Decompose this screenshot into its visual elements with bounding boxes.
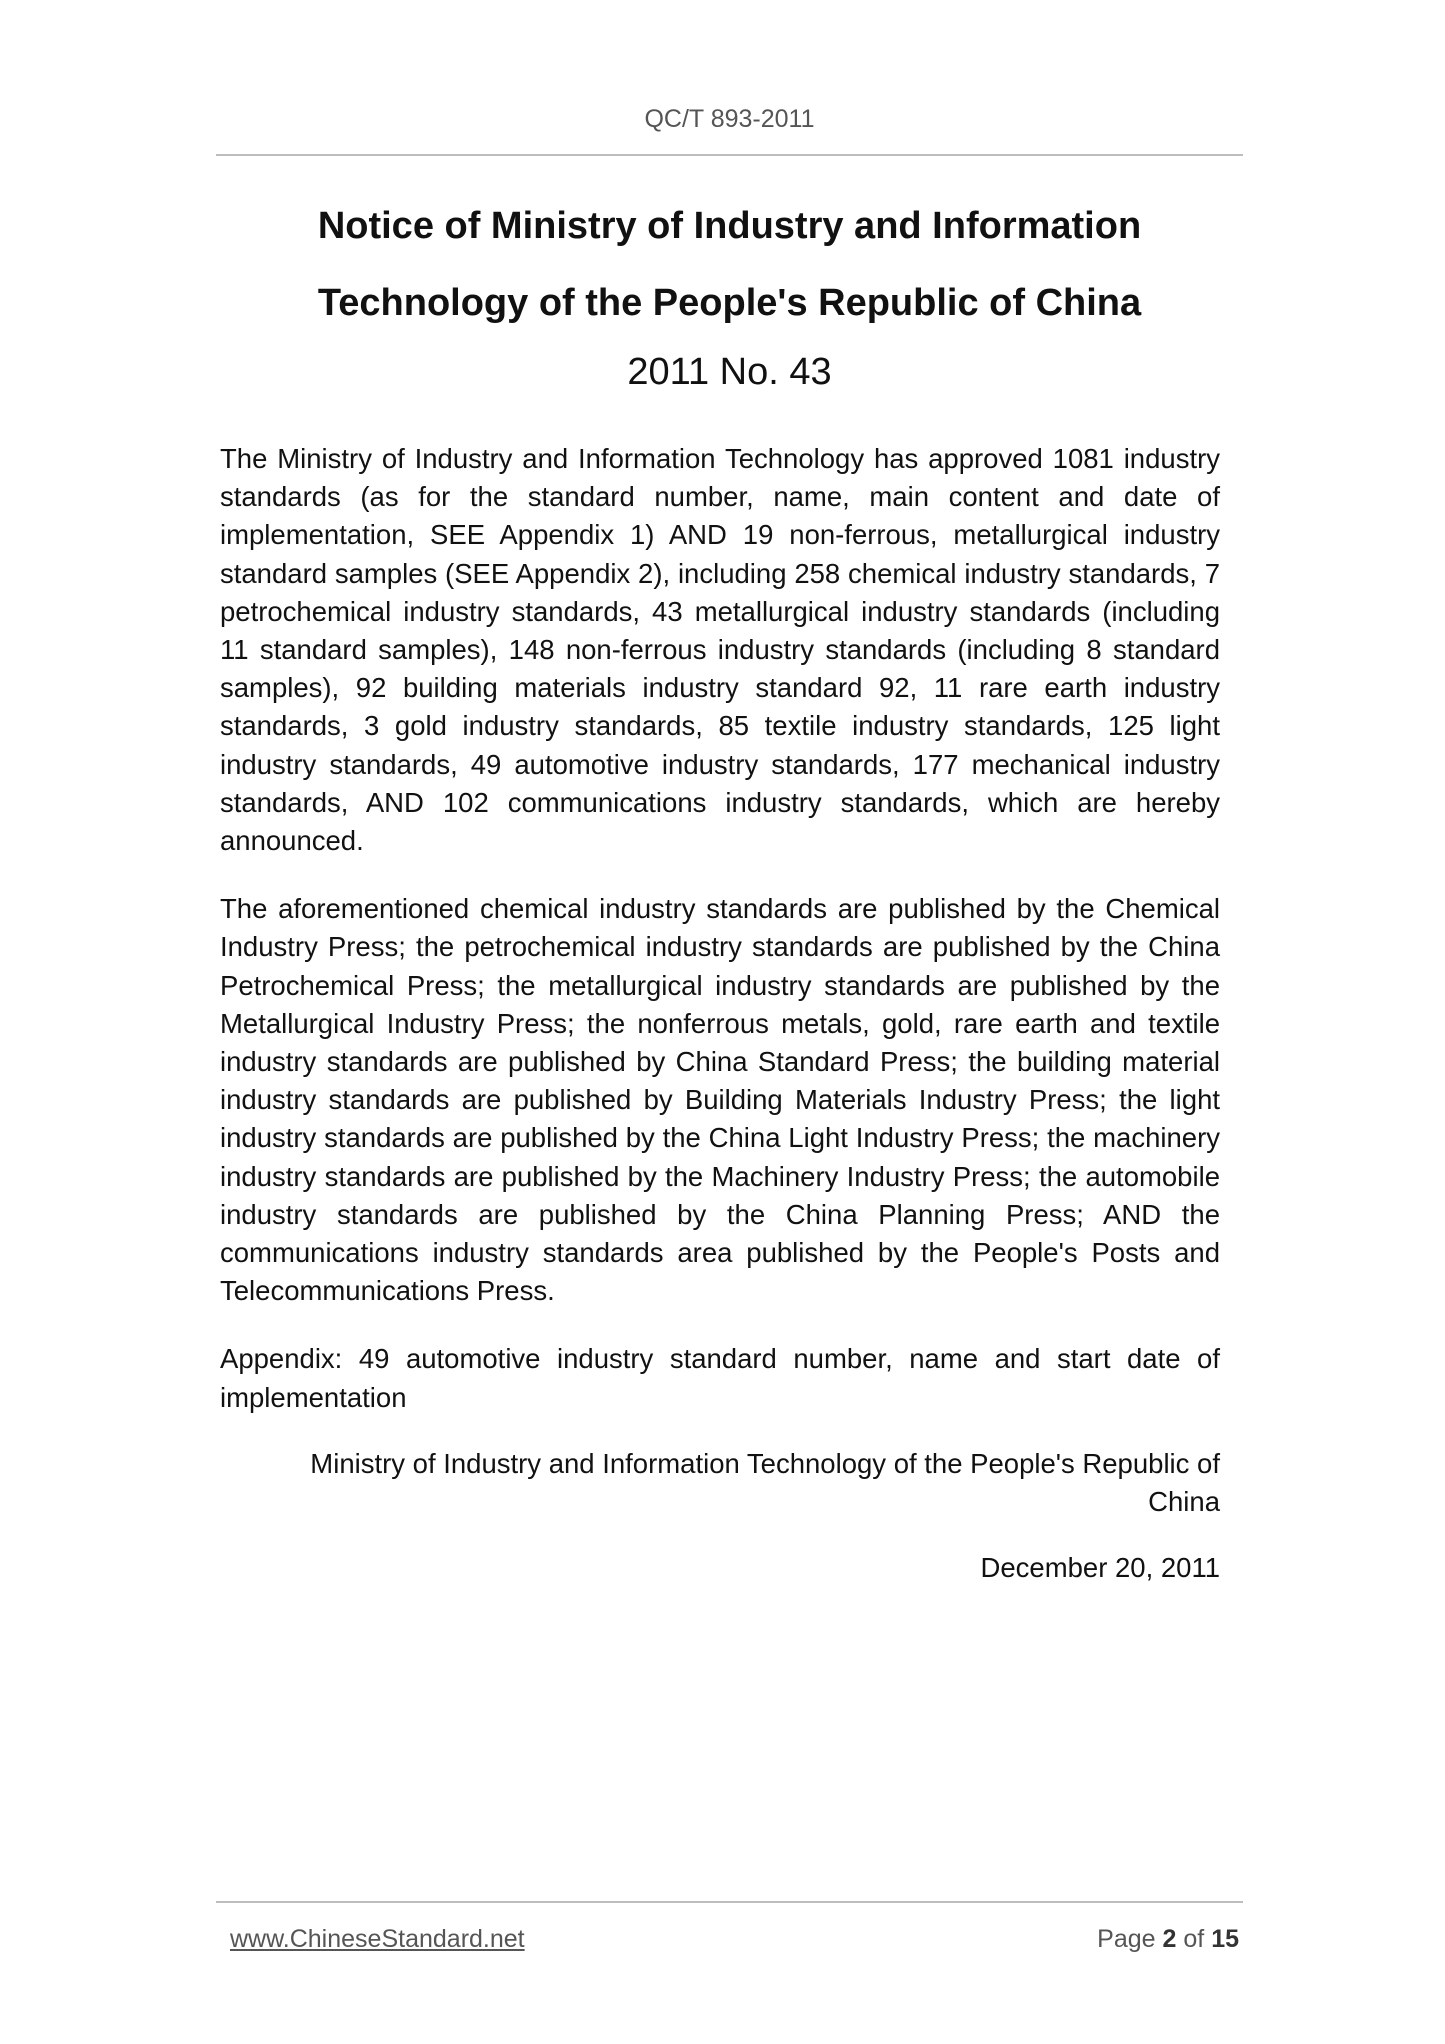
page-total: 15: [1211, 1925, 1239, 1953]
notice-number: 2011 No. 43: [627, 351, 832, 393]
paragraph-appendix: Appendix: 49 automotive industry standard number, name and start date of implementation: [220, 1343, 1220, 1413]
notice-body: [220, 440, 1220, 1615]
website-link[interactable]: www.ChineseStandard.net: [230, 1925, 525, 1953]
header-rule: [216, 154, 1243, 156]
notice-title-line2: Technology of the People's Republic of China: [317, 282, 1142, 324]
page-indicator: [1097, 1924, 1239, 1954]
signatory-line2: China: [1148, 1486, 1220, 1518]
signatory: [220, 1445, 1220, 1521]
notice-title: [216, 188, 1243, 342]
page-prefix: Page: [1097, 1925, 1156, 1953]
paragraph-approval: The Ministry of Industry and Information Technology has approved 1081 industry standards (as for the standard number, name, main content and date of implementation, SEE Appendix 1) AND 19 non-ferrous, metallurgical industry standard samples (SEE Appendix 2), including 258 chemical industry standards, 7 petrochemical industry standards, 43 metallurgical industry standards (including 11 standard samples), 148 non-ferrous industry standards (including 8 standard samples), 92 building materials industry standard 92, 11 rare earth industry standards, 3 gold industry standards, 85 textile industry standards, 125 light industry standards, 49 automotive industry standards, 177 mechanical industry standards, AND 102 communications industry standards, which are hereby announced.: [220, 443, 1220, 857]
notice-date: December 20, 2011: [980, 1552, 1220, 1584]
footer-rule: [216, 1901, 1243, 1903]
running-header: QC/T 893-2011: [644, 105, 815, 133]
page-current: 2: [1162, 1925, 1177, 1953]
page-of: of: [1183, 1925, 1205, 1953]
paragraph-publishers: The aforementioned chemical industry standards are published by the Chemical Industry Press; the petrochemical industry standards are published by the China Petrochemical Press; the metallurgical industry standards are published by the Metallurgical Industry Press; the nonferrous metals, gold, rare earth and textile industry standards are published by China Standard Press; the building material industry standards are published by Building Materials Industry Press; the light industry standards are published by the China Light Industry Press; the machinery industry standards are published by the Machinery Industry Press; the automobile industry standards are published by the China Planning Press; AND the communications industry standards area published by the People's Posts and Telecommunications Press.: [220, 893, 1220, 1307]
signatory-line1: Ministry of Industry and Information Technology of the People's Republic of: [310, 1447, 1220, 1479]
notice-title-line1: Notice of Ministry of Industry and Information: [317, 205, 1142, 247]
